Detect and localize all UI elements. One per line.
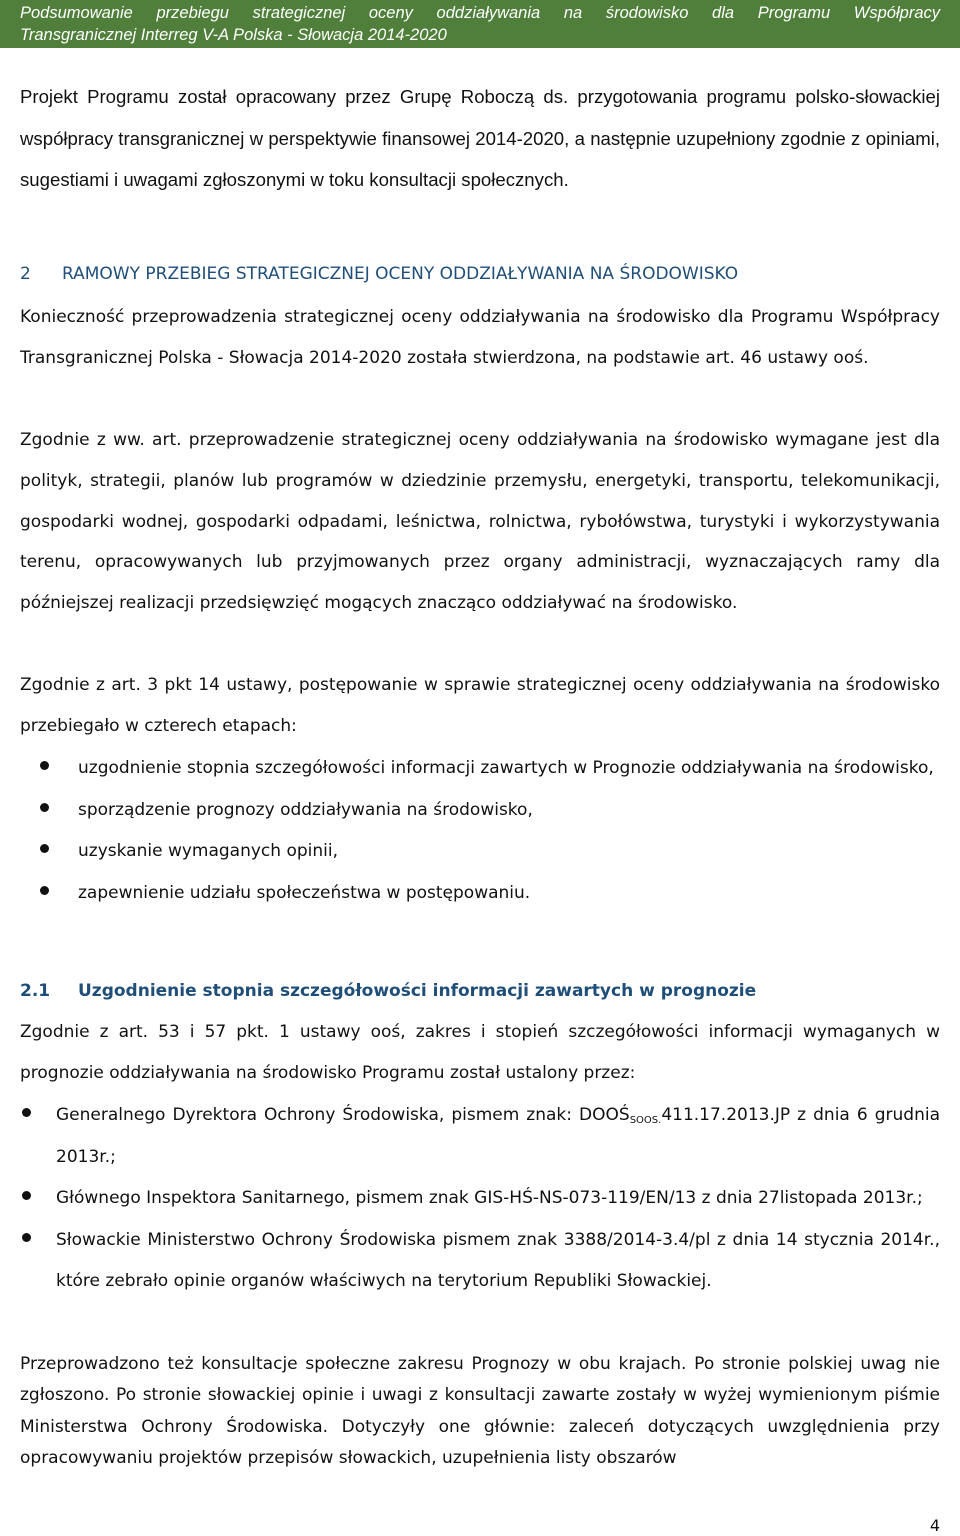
section-2-paragraph-3: Zgodnie z art. 3 pkt 14 ustawy, postępowanie w sprawie strategicznej oceny oddziaływania na środowisko przebiegało w czterech etapach: (20, 675, 940, 736)
section-2-1-paragraph: Zgodnie z art. 53 i 57 pkt. 1 ustawy ooś, zakres i stopień szczegółowości informacji wymaganych w prognozie oddziaływania na środowisko Programu został ustalony przez: (20, 1022, 940, 1083)
list-item: Generalnego Dyrektora Ochrony Środowiska, pismem znak: $DOOŚ_{SOOS.}411.17.2013.JP$ z dnia 6 grudnia 2013r.; (20, 1095, 940, 1178)
closing-paragraph: Przeprowadzono też konsultacje społeczne zakresu Prognozy w obu krajach. Po stronie polskiej uwag nie zgłoszono. Po stronie słowackiej opinie i uwagi z konsultacji zawarte zostały w wyżej wymienionym piśmie Ministerstwa Ochrony Środowiska. Dotyczyły one głównie: zaleceń dotyczących uwzględnienia przy opracowywaniu projektów przepisów słowackich, uzupełnienia listy obszarów (20, 1354, 940, 1468)
section-2-title: RAMOWY PRZEBIEG STRATEGICZNEJ OCENY ODDZIAŁYWANIA NA ŚRODOWISKO (62, 264, 739, 284)
section-2-1-heading (20, 978, 940, 1004)
intro-paragraph: Projekt Programu został opracowany przez Grupę Roboczą ds. przygotowania programu polsko-słowackiej współpracy transgranicznej w perspektywie finansowej 2014-2020, a następnie uzupełniony zgodnie z opiniami, sugestiami i uwagami zgłoszonymi w toku konsultacji społecznych. (20, 86, 940, 190)
subscript: SOOS. (629, 1115, 662, 1126)
bullet-icon (40, 761, 49, 770)
section-2-paragraph-2: Zgodnie z ww. art. przeprowadzenie strategicznej oceny oddziaływania na środowisko wymagane jest dla polityk, strategii, planów lub programów w dziedzinie przemysłu, energetyki, transportu, telekomunikacji, gospodarki wodnej, gospodarki odpadami, leśnictwa, rolnictwa, rybołówstwa, turystyki i wykorzystywania terenu, opracowywanych lub przyjmowanych przez organy administracji, wyznaczających ramy dla późniejszej realizacji przedsięwzięć mogących znacząco oddziaływać na środowisko. (20, 430, 940, 614)
page-number: 4 (929, 1516, 940, 1535)
section-2-number: 2 (20, 264, 31, 284)
header-line-2: Transgranicznej Interreg V-A Polska - Słowacja 2014-2020 (20, 26, 447, 44)
section-2-paragraph-1: Konieczność przeprowadzenia strategicznej oceny oddziaływania na środowisko dla Programu Współpracy Transgranicznej Polska - Słowacja 2014-2020 została stwierdzona, na podstawie art. 46 ustawy ooś. (20, 307, 940, 368)
stages-list (20, 748, 940, 914)
bullet-icon (40, 803, 49, 812)
list-item: uzyskanie wymaganych opinii, (20, 831, 940, 873)
list-item: Głównego Inspektora Sanitarnego, pismem znak GIS-HŚ-NS-073-119/EN/13 z dnia 27listopada 2013r.; (20, 1178, 940, 1220)
bullet-icon (40, 844, 49, 853)
bullet-icon (22, 1233, 31, 1242)
running-header (0, 0, 960, 48)
section-2-1-title: Uzgodnienie stopnia szczegółowości informacji zawartych w prognozie (78, 981, 757, 1001)
list-item: sporządzenie prognozy oddziaływania na środowisko, (20, 790, 940, 832)
section-2-1-number: 2.1 (20, 981, 51, 1001)
authorities-list (20, 1095, 940, 1303)
section-2-heading (20, 262, 940, 286)
bullet-icon (22, 1191, 31, 1200)
list-item: uzgodnienie stopnia szczegółowości informacji zawartych w Prognozie oddziaływania na środowisko, (20, 748, 940, 790)
bullet-icon (40, 886, 49, 895)
list-item: Słowackie Ministerstwo Ochrony Środowiska pismem znak 3388/2014-3.4/pl z dnia 14 stycznia 2014r., które zebrało opinie organów właściwych na terytorium Republiki Słowackiej. (20, 1220, 940, 1303)
bullet-icon (22, 1108, 31, 1117)
header-line-1: Podsumowanie przebiegu strategicznej oceny oddziaływania na środowisko dla Programu Współpracy (20, 4, 940, 22)
list-item: zapewnienie udziału społeczeństwa w postępowaniu. (20, 873, 940, 915)
